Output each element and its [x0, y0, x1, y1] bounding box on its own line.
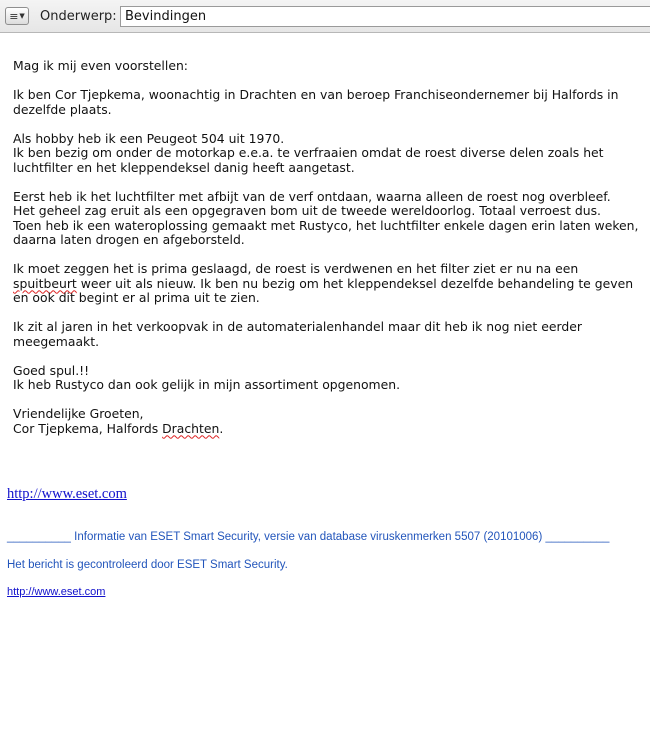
praise-line-1: Goed spul.!!: [13, 362, 90, 378]
eset-link-small[interactable]: http://www.eset.com: [7, 586, 106, 598]
process-line-3: Toen heb ik een wateroplossing gemaakt met Rustyco, het luchtfilter enkele dagen erin laten weken, daarna laten drogen en afgeborsteld.: [13, 217, 639, 247]
signature-block: [13, 407, 643, 436]
chevron-down-icon: ▼: [19, 11, 25, 20]
header-menu-button[interactable]: [5, 7, 29, 25]
eset-link-large[interactable]: http://www.eset.com: [7, 486, 127, 502]
process-paragraph: [13, 190, 643, 248]
list-menu-icon: ≡: [9, 9, 19, 23]
signature-text-1: Cor Tjepkema, Halfords: [13, 420, 163, 436]
result-text-2: weer uit als nieuw. Ik ben nu bezig om het kleppendeksel dezelfde behandeling te geven en ook dit begint er al prima uit te zien.: [13, 275, 634, 305]
process-line-2: Het geheel zag eruit als een opgegraven bom uit de tweede wereldoorlog. Totaal verroest dus.: [13, 203, 601, 218]
misspelled-word[interactable]: spuitbeurt: [13, 275, 77, 291]
eset-checked-notice: Het bericht is gecontroleerd door ESET Smart Security.: [7, 559, 288, 571]
praise-line-2: Ik heb Rustyco dan ook gelijk in mijn assortiment opgenomen.: [13, 377, 401, 392]
hobby-paragraph: [13, 132, 643, 176]
eset-database-info: __________ Informatie van ESET Smart Security, versie van database viruskenmerken 5507 (20101006) __________: [7, 531, 610, 543]
process-line-1: Eerst heb ik het luchtfilter met afbijt van de verf ontdaan, waarna alleen de roest nog overbleef.: [13, 188, 611, 204]
misspelled-word[interactable]: Drachten: [162, 420, 220, 436]
message-header: [0, 0, 650, 33]
subject-input[interactable]: [120, 6, 650, 27]
signature-text-2: .: [219, 420, 224, 436]
subject-label: Onderwerp:: [40, 9, 117, 24]
result-paragraph: [13, 262, 643, 306]
closing-line: Vriendelijke Groeten,: [13, 406, 144, 421]
praise-paragraph: [13, 364, 643, 393]
intro-paragraph: Ik ben Cor Tjepkema, woonachtig in Drachten en van beroep Franchiseondernemer bij Halfords in dezelfde plaats.: [13, 87, 619, 117]
message-body[interactable]: [13, 59, 643, 451]
hobby-line-2: Ik ben bezig om onder de motorkap e.e.a. te verfraaien omdat de roest diverse delen zoals het luchtfilter en het kleppendeksel danig heeft aangetast.: [13, 145, 604, 175]
greeting: Mag ik mij even voorstellen:: [13, 58, 188, 73]
result-text-1: Ik moet zeggen het is prima geslaagd, de roest is verdwenen en het filter ziet er nu na een: [13, 261, 579, 276]
hobby-line-1: Als hobby heb ik een Peugeot 504 uit 1970.: [13, 130, 285, 146]
experience-paragraph: Ik zit al jaren in het verkoopvak in de automaterialenhandel maar dit heb ik nog niet eerder meegemaakt.: [13, 319, 582, 349]
